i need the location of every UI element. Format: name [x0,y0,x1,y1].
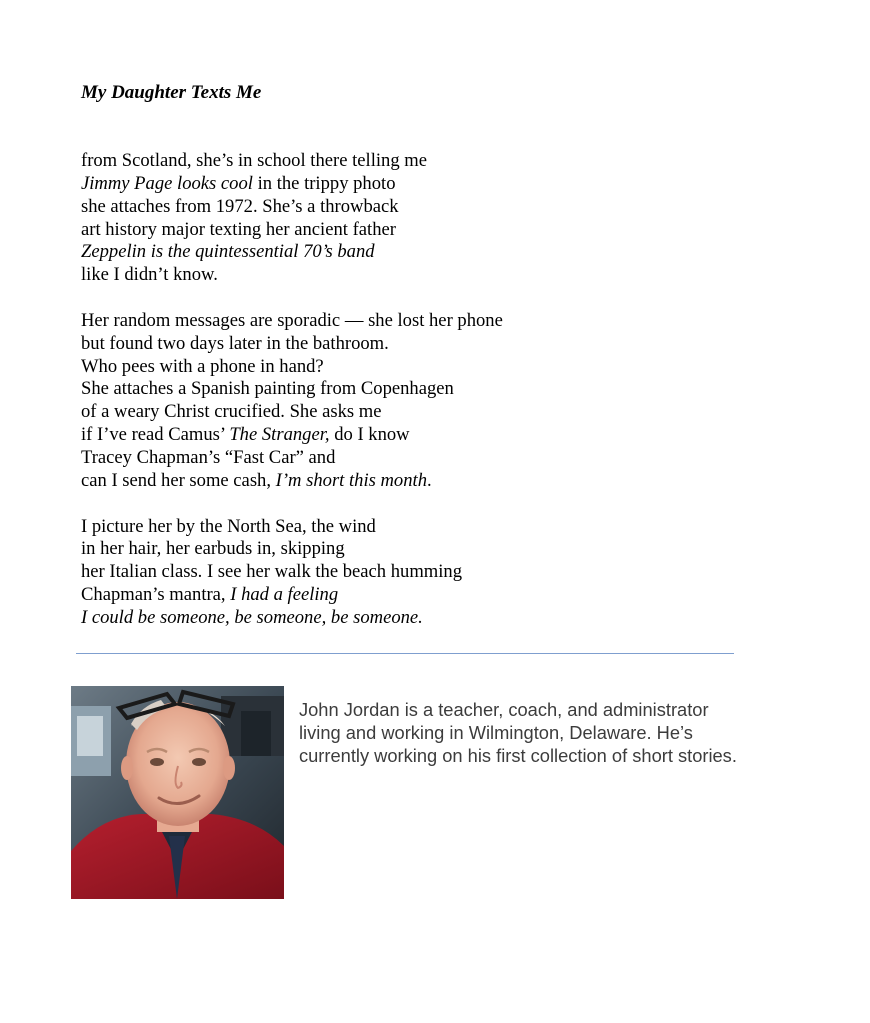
poem-line [81,264,781,287]
poem-stanza [81,516,781,630]
poem-stanza [81,310,781,493]
section-divider [76,653,734,654]
poem-line [81,241,781,264]
poem-line [81,470,781,493]
poem-text: I picture her by the North Sea, the wind [81,515,376,537]
author-portrait-icon [71,686,284,899]
poem-text: She attaches a Spanish painting from Copenhagen [81,378,454,400]
poem-line [81,447,781,470]
poem-line [81,516,781,539]
poem-line [81,561,781,584]
bio-line: living and working in Wilmington, Delaware. He’s [299,722,693,743]
poem-italic-text: I had a feeling [230,584,339,606]
poem-line [81,538,781,561]
poem-line [81,196,781,219]
poem-italic-text: Zeppelin is the quintessential 70’s band [81,241,375,263]
poem-text: Chapman’s mantra, [81,584,231,606]
poem-text: from Scotland, she’s in school there telling me [81,150,427,171]
bio-line: John Jordan is a teacher, coach, and administrator [299,699,709,720]
poem-text: she attaches from 1972. She’s a throwback [81,195,399,217]
poem-text: of a weary Christ crucified. She asks me [81,401,382,423]
poem-line [81,219,781,242]
poem-text: can I send her some cash, [81,469,276,491]
poem-italic-text: I could be someone, be someone, be someone. [81,606,423,628]
bio-line: currently working on his first collection of short stories. [299,745,737,766]
poem-text: her Italian class. I see her walk the beach humming [81,561,463,583]
author-bio [299,698,819,767]
poem-text: in her hair, her earbuds in, skipping [81,538,345,560]
poem-body [81,150,781,653]
poem-line [81,173,781,196]
poem-text: like I didn’t know. [81,264,218,286]
poem-line [81,150,781,173]
poem-text: in the trippy photo [252,172,396,194]
poem-line [81,333,781,356]
poem-line [81,356,781,379]
poem-line [81,607,781,630]
poem-line [81,424,781,447]
poem-italic-text: Jimmy Page looks cool [81,172,253,194]
poem-line [81,378,781,401]
poem-text: but found two days later in the bathroom. [81,332,389,354]
poem-italic-text: I’m short this month [275,469,427,491]
poem-text: if I’ve read Camus’ [81,424,230,446]
poem-text: art history major texting her ancient father [81,218,396,240]
poem-text: . [427,469,432,491]
poem-text: Who pees with a phone in hand? [81,355,324,377]
poem-title: My Daughter Texts Me [81,82,262,103]
poem-line [81,401,781,424]
poem-text: do I know [329,424,410,446]
poem-line [81,310,781,333]
poem-text: Tracey Chapman’s “Fast Car” and [81,446,336,468]
author-photo [71,686,284,899]
poem-italic-text: The Stranger, [229,424,330,446]
poem-line [81,584,781,607]
poem-text: Her random messages are sporadic — she lost her phone [81,309,503,331]
poem-stanza [81,150,781,287]
